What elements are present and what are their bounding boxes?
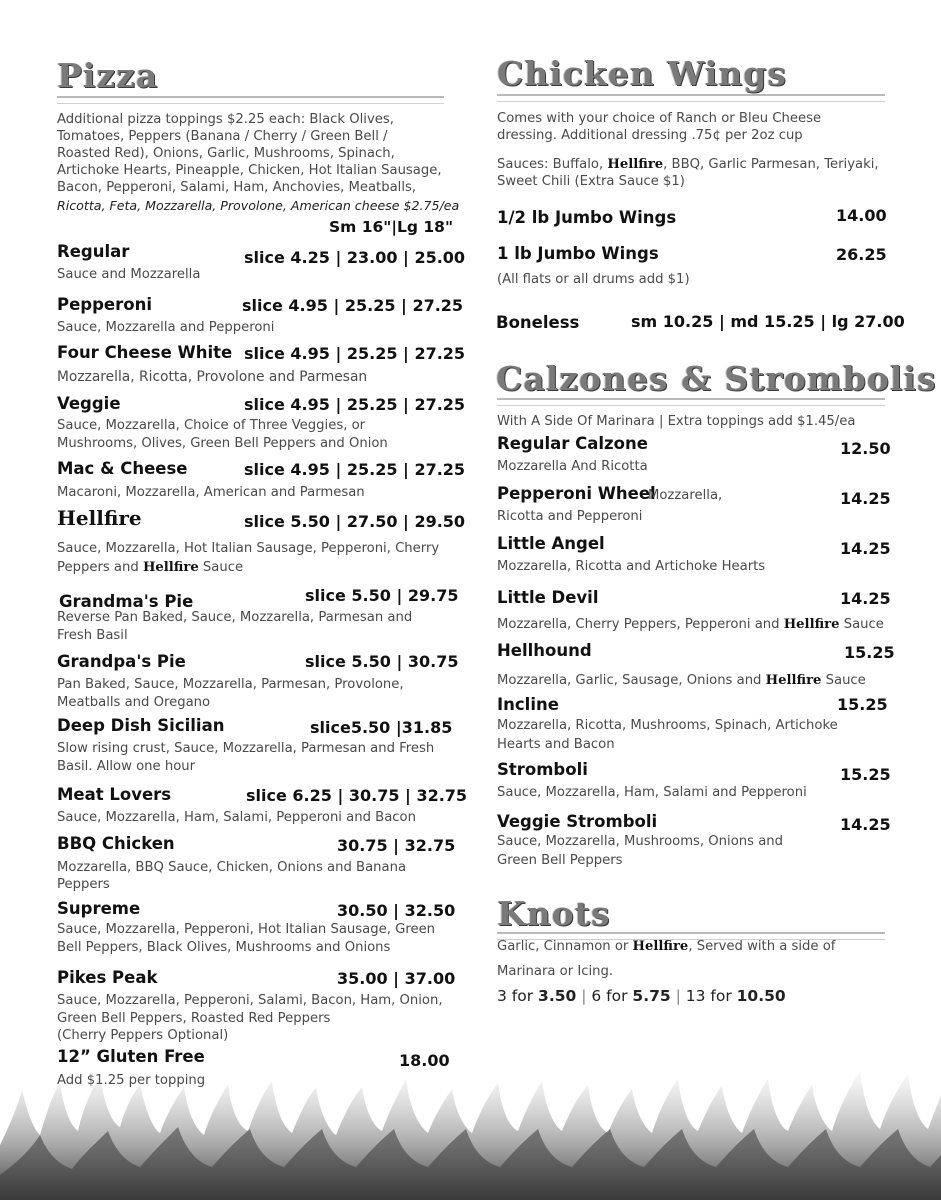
knots-price: 3.50 [538, 987, 577, 1005]
toppings-note-3: Roasted Red), Onions, Garlic, Mushrooms, Spinach, [57, 146, 395, 161]
size-header: Sm 16"|Lg 18" [329, 218, 454, 236]
pizza-item-price: 18.00 [399, 1051, 450, 1070]
wings-note-2: dressing. Additional dressing .75¢ per 2oz cup [497, 128, 803, 143]
calzone-item-price: 14.25 [840, 489, 891, 508]
pizza-item-price: slice 5.50 | 29.75 [305, 586, 459, 605]
calzone-item-price: 12.50 [840, 439, 891, 458]
pizza-item-desc: Mozzarella, Ricotta, Provolone and Parmesan [57, 369, 368, 385]
pizza-item-desc: Slow rising crust, Sauce, Mozzarella, Parmesan and Fresh [57, 741, 435, 756]
knots-price: 5.75 [632, 987, 671, 1005]
calzones-divider [497, 398, 885, 406]
pizza-item-name: Grandma's Pie [59, 592, 194, 611]
pizza-item-desc: Basil. Allow one hour [57, 759, 196, 774]
wings-sauces: Sauces: Buffalo, Hellfire, BBQ, Garlic Parmesan, Teriyaki, [497, 157, 879, 172]
toppings-note-4: Artichoke Hearts, Pineapple, Chicken, Hot Italian Sausage, [57, 163, 442, 178]
pizza-item-desc: Sauce and Mozzarella [57, 267, 201, 282]
pizza-item-name: Regular [57, 242, 130, 261]
calzone-item-desc: Sauce, Mozzarella, Mushrooms, Onions and [497, 834, 784, 849]
calzone-item-price: 15.25 [837, 695, 888, 714]
toppings-note-2: Tomatoes, Peppers (Banana / Cherry / Green Bell / [57, 129, 388, 144]
calzone-item-desc: Hearts and Bacon [497, 737, 615, 752]
calzones-heading: Calzones & Strombolis [496, 359, 937, 398]
pizza-item-name: Pikes Peak [57, 968, 158, 987]
pizza-item-desc: Macaroni, Mozzarella, American and Parmesan [57, 485, 365, 500]
pizza-item-price: 30.50 | 32.50 [337, 901, 456, 920]
pizza-item-desc: Sauce, Mozzarella, Choice of Three Veggies, or [57, 418, 366, 433]
pizza-item-desc: Sauce, Mozzarella and Pepperoni [57, 320, 275, 335]
hellfire-brand-text: Hellfire [142, 560, 199, 575]
pizza-item-price: slice 5.50 | 30.75 [305, 652, 459, 671]
pizza-item-name: Deep Dish Sicilian [57, 716, 225, 735]
pizza-item-name: Meat Lovers [57, 785, 172, 804]
wings-flats-note: (All flats or all drums add $1) [497, 272, 690, 287]
knots-price: 10.50 [736, 987, 786, 1005]
pizza-item-name: Four Cheese White [57, 343, 233, 362]
pizza-item-name: Grandpa's Pie [57, 652, 186, 671]
pizza-item-name: 12” Gluten Free [57, 1047, 205, 1066]
cheese-note: Ricotta, Feta, Mozzarella, Provolone, American cheese $2.75/ea [57, 198, 460, 213]
pizza-item-desc: Add $1.25 per topping [57, 1073, 206, 1088]
pizza-item-price: slice 4.25 | 23.00 | 25.00 [244, 248, 466, 267]
wings-note-1: Comes with your choice of Ranch or Bleu Cheese [497, 111, 822, 126]
pizza-item-price: slice 4.95 | 25.25 | 27.25 [244, 344, 466, 363]
pizza-item-price: 35.00 | 37.00 [337, 969, 456, 988]
knots-desc: Garlic, Cinnamon or Hellfire, Served with a side of [497, 939, 836, 954]
pizza-item-price: slice 6.25 | 30.75 | 32.75 [246, 786, 468, 805]
calzone-item-desc: Mozzarella, Garlic, Sausage, Onions and Hellfire Sauce [497, 673, 866, 688]
wings-item-price: 26.25 [836, 245, 887, 264]
wings-sauces-2: Sweet Chili (Extra Sauce $1) [497, 174, 685, 189]
toppings-note-5: Bacon, Pepperoni, Salami, Ham, Anchovies, Meatballs, [57, 180, 417, 195]
calzone-item-price: 14.25 [840, 815, 891, 834]
hellfire-brand-text: Hellfire [765, 673, 822, 688]
calzone-item-desc: Sauce, Mozzarella, Ham, Salami and Pepperoni [497, 785, 807, 800]
calzone-item-name: Incline [497, 695, 559, 714]
wings-boneless-name: Boneless [496, 313, 580, 332]
pizza-item-desc: Bell Peppers, Black Olives, Mushrooms and Onions [57, 940, 391, 955]
pizza-item-desc: Sauce, Mozzarella, Pepperoni, Salami, Bacon, Ham, Onion, [57, 993, 443, 1008]
calzone-item-name-suffix: Mozzarella, [648, 488, 723, 503]
pizza-item-desc: Sauce, Mozzarella, Pepperoni, Hot Italian Sausage, Green [57, 922, 436, 937]
wings-item-name: 1 lb Jumbo Wings [497, 244, 659, 263]
pizza-item-desc: Fresh Basil [57, 628, 128, 643]
pizza-item-desc: Peppers and Hellfire Sauce [57, 560, 244, 575]
pizza-item-desc: Sauce, Mozzarella, Ham, Salami, Pepperoni and Bacon [57, 810, 416, 825]
hellfire-brand-text: Hellfire [632, 939, 689, 954]
calzone-item-name: Pepperoni Wheel [497, 484, 656, 503]
pizza-item-price: slice 4.95 | 25.25 | 27.25 [242, 296, 464, 315]
calzone-item-desc: Mozzarella, Cherry Peppers, Pepperoni and Hellfire Sauce [497, 617, 884, 632]
pizza-item-name: Veggie [57, 394, 121, 413]
pizza-item-price: slice 4.95 | 25.25 | 27.25 [244, 395, 466, 414]
flames-decoration [0, 1035, 941, 1200]
pizza-item-name: Mac & Cheese [57, 459, 188, 478]
pizza-heading: Pizza [57, 56, 159, 95]
calzone-item-desc: Mozzarella, Ricotta, Mushrooms, Spinach, Artichoke [497, 718, 838, 733]
pizza-item-name: Hellfire [57, 506, 142, 530]
hellfire-brand-text: Hellfire [607, 157, 664, 172]
calzone-item-name: Stromboli [497, 760, 588, 779]
calzone-item-price: 15.25 [840, 765, 891, 784]
calzone-item-desc: Ricotta and Pepperoni [497, 509, 643, 524]
wings-divider [497, 94, 885, 102]
pizza-item-desc: Sauce, Mozzarella, Hot Italian Sausage, Pepperoni, Cherry [57, 541, 440, 556]
wings-heading: Chicken Wings [497, 54, 787, 93]
calzone-item-price: 14.25 [840, 589, 891, 608]
pizza-item-desc: Mushrooms, Olives, Green Bell Peppers and Onion [57, 436, 388, 451]
knots-desc-2: Marinara or Icing. [497, 964, 614, 979]
calzone-item-name: Veggie Stromboli [497, 812, 658, 831]
pizza-item-desc: Green Bell Peppers, Roasted Red Peppers [57, 1011, 331, 1026]
calzone-item-desc: Mozzarella And Ricotta [497, 459, 648, 474]
pizza-item-price: slice 5.50 | 27.50 | 29.50 [244, 512, 466, 531]
wings-item-price: 14.00 [836, 206, 887, 225]
calzone-item-name: Little Angel [497, 534, 605, 553]
pizza-item-desc: Pan Baked, Sauce, Mozzarella, Parmesan, Provolone, [57, 677, 404, 692]
pizza-item-desc: (Cherry Peppers Optional) [57, 1028, 229, 1043]
pizza-item-desc: Peppers [57, 877, 110, 892]
toppings-note-1: Additional pizza toppings $2.25 each: Black Olives, [57, 112, 394, 127]
pizza-item-desc: Meatballs and Oregano [57, 695, 211, 710]
hellfire-brand-text: Hellfire [783, 617, 840, 632]
calzone-item-desc: Mozzarella, Ricotta and Artichoke Hearts [497, 559, 766, 574]
pizza-item-name: BBQ Chicken [57, 834, 175, 853]
pizza-item-name: Pepperoni [57, 295, 152, 314]
calzones-note: With A Side Of Marinara | Extra toppings add $1.45/ea [497, 414, 856, 429]
pizza-item-price: slice 4.95 | 25.25 | 27.25 [244, 460, 466, 479]
pizza-item-desc: Reverse Pan Baked, Sauce, Mozzarella, Parmesan and [57, 610, 413, 625]
knots-prices: 3 for 3.50 | 6 for 5.75 | 13 for 10.50 [497, 987, 786, 1005]
pizza-item-price: 30.75 | 32.75 [337, 836, 456, 855]
wings-item-name: 1/2 lb Jumbo Wings [497, 208, 677, 227]
calzone-item-name: Regular Calzone [497, 434, 648, 453]
pizza-divider [57, 96, 444, 104]
calzone-item-desc: Green Bell Peppers [497, 853, 623, 868]
knots-heading: Knots [497, 894, 611, 933]
pizza-item-desc: Mozzarella, BBQ Sauce, Chicken, Onions and Banana [57, 860, 407, 875]
pizza-item-price: slice5.50 |31.85 [310, 718, 453, 737]
pizza-item-name: Supreme [57, 899, 141, 918]
calzone-item-price: 15.25 [844, 643, 895, 662]
calzone-item-name: Hellhound [497, 641, 592, 660]
wings-boneless-price: sm 10.25 | md 15.25 | lg 27.00 [631, 312, 905, 331]
calzone-item-price: 14.25 [840, 539, 891, 558]
calzone-item-name: Little Devil [497, 588, 599, 607]
